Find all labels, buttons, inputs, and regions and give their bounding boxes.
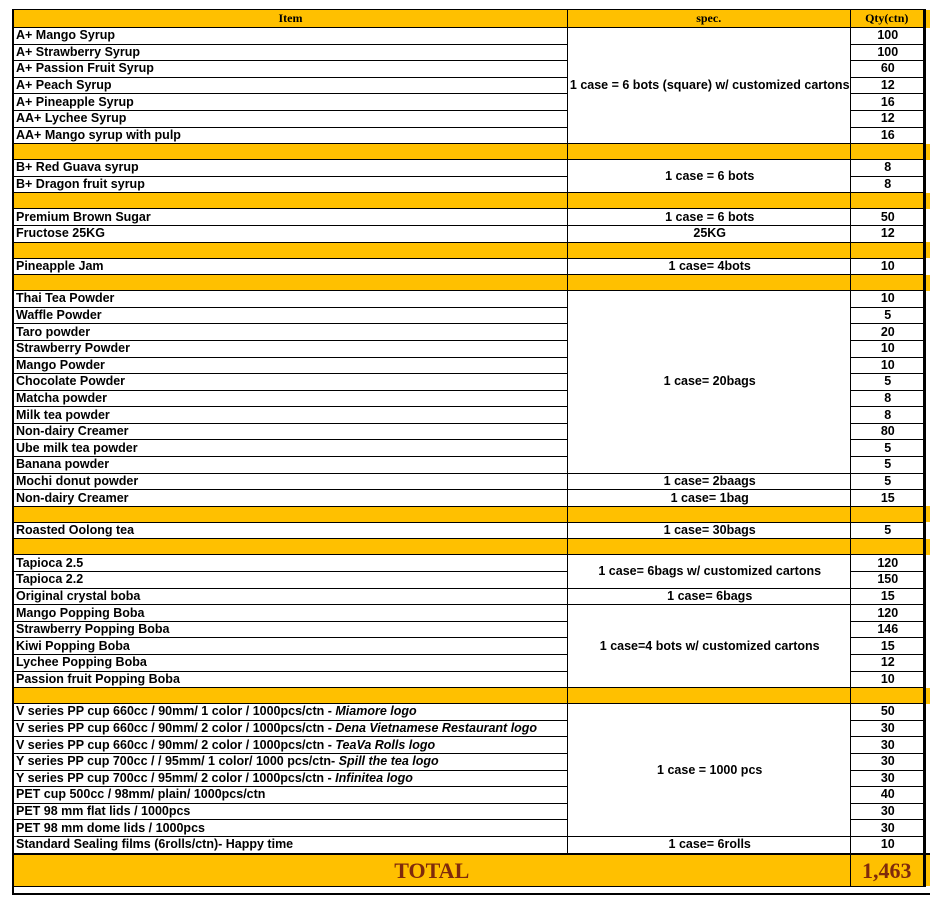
item-name: Standard Sealing films (6rolls/ctn)- Happy time [16,837,294,852]
group-separator-row [14,242,930,258]
sheet-right-edge [925,572,930,589]
item-name: Mango Powder [16,357,105,372]
table-row [14,258,930,275]
item-cell[interactable] [14,836,568,853]
group-separator-row [14,688,930,704]
qty-cell[interactable]: 30 [850,820,925,837]
item-cell[interactable] [14,638,568,655]
item-name: Matcha powder [16,390,107,405]
qty-cell[interactable]: 5 [850,457,925,474]
item-cell[interactable] [14,440,568,457]
qty-cell[interactable]: 80 [850,423,925,440]
qty-cell[interactable]: 12 [850,225,925,242]
separator-cell [14,193,568,209]
sheet-right-edge [925,340,930,357]
item-name: Ube milk tea powder [16,440,138,455]
sheet-right-edge [925,127,930,144]
sheet-right-edge [925,671,930,688]
sheet-right-edge [925,704,930,721]
group-separator-row [14,506,930,522]
separator-cell [850,144,925,160]
item-name: Tapioca 2.5 [16,555,84,570]
item-column-header[interactable]: Item [14,10,568,28]
group-separator-row [14,144,930,160]
item-cell[interactable] [14,555,568,572]
qty-cell[interactable]: 8 [850,390,925,407]
sheet-right-edge [925,820,930,837]
sheet-right-edge [925,854,930,887]
sheet-bottom-border [12,893,930,895]
qty-cell[interactable]: 5 [850,473,925,490]
item-name: Non-dairy Creamer [16,490,129,505]
item-cell[interactable] [14,160,568,177]
spec-cell[interactable]: 1 case= 4bots [567,258,850,275]
separator-cell [14,539,568,555]
sheet-right-edge [925,275,930,291]
sheet-right-edge [925,473,930,490]
qty-cell[interactable]: 5 [850,522,925,539]
separator-cell [850,506,925,522]
qty-cell[interactable]: 10 [850,340,925,357]
sheet-right-edge [925,688,930,704]
sheet-right-edge [925,803,930,820]
separator-cell [850,193,925,209]
separator-cell [850,688,925,704]
qty-cell[interactable]: 10 [850,357,925,374]
item-name: B+ Red Guava syrup [16,160,139,175]
sheet-right-edge [925,621,930,638]
item-cell[interactable] [14,423,568,440]
spec-cell[interactable]: 1 case= 2baags [567,473,850,490]
item-name: V series PP cup 660cc / 90mm/ 2 color / 1000pcs/ctn - [16,737,336,752]
item-cell[interactable] [14,225,568,242]
item-name: AA+ Mango syrup with pulp [16,127,181,142]
sheet-right-edge [925,44,930,61]
item-logo-name: Spill the tea logo [338,754,439,769]
sheet-right-edge [925,94,930,111]
separator-cell [567,275,850,291]
separator-cell [850,242,925,258]
sheet-right-edge [925,357,930,374]
qty-cell[interactable]: 5 [850,440,925,457]
order-sheet [13,9,930,887]
sheet-right-edge [925,539,930,555]
item-cell[interactable] [14,671,568,688]
item-cell[interactable] [14,324,568,341]
sheet-right-edge [925,655,930,672]
item-cell[interactable] [14,473,568,490]
item-cell[interactable] [14,753,568,770]
item-cell[interactable] [14,176,568,193]
item-name: V series PP cup 660cc / 90mm/ 2 color / 1000pcs/ctn - [16,721,336,736]
qty-cell[interactable]: 50 [850,704,925,721]
qty-cell[interactable]: 60 [850,61,925,78]
item-cell[interactable] [14,61,568,78]
qty-cell[interactable]: 15 [850,638,925,655]
group-separator-row [14,275,930,291]
qty-cell[interactable]: 8 [850,407,925,424]
item-cell[interactable] [14,490,568,507]
sheet-right-edge [925,490,930,507]
item-logo-name: Miamore logo [335,704,417,719]
item-logo-name: Infinitea logo [335,770,413,785]
item-cell[interactable] [14,127,568,144]
item-name: A+ Strawberry Syrup [16,44,141,59]
qty-cell[interactable]: 120 [850,555,925,572]
sheet-right-edge [925,160,930,177]
table-row [14,291,930,308]
sheet-right-edge [925,440,930,457]
table-row [14,704,930,721]
sheet-right-edge [925,144,930,160]
item-name: Milk tea powder [16,407,110,422]
item-cell[interactable] [14,770,568,787]
qty-cell[interactable]: 5 [850,374,925,391]
item-name: Roasted Oolong tea [16,523,135,538]
header-row [14,10,930,28]
item-name: Strawberry Popping Boba [16,622,170,637]
item-cell[interactable] [14,737,568,754]
sheet-right-edge [925,836,930,853]
sheet-right-edge [925,588,930,605]
item-cell[interactable] [14,588,568,605]
item-name: Y series PP cup 700cc / 95mm/ 2 color / 1000pcs/ctn - [16,770,336,785]
sheet-right-edge [925,291,930,308]
item-logo-name: Dena Vietnamese Restaurant logo [335,721,538,736]
item-name: Mango Popping Boba [16,605,145,620]
item-cell[interactable] [14,407,568,424]
qty-cell[interactable]: 12 [850,77,925,94]
sheet-right-edge [925,307,930,324]
table-row [14,473,930,490]
qty-cell[interactable]: 10 [850,836,925,853]
table-row [14,209,930,226]
table-row [14,836,930,853]
qty-cell[interactable]: 100 [850,44,925,61]
item-logo-name: TeaVa Rolls logo [335,737,436,752]
qty-column-header[interactable]: Qty(ctn) [850,10,925,28]
sheet-right-edge [925,77,930,94]
sheet-right-edge [925,390,930,407]
sheet-right-edge [925,258,930,275]
spec-cell[interactable]: 1 case= 30bags [567,522,850,539]
qty-cell[interactable]: 30 [850,803,925,820]
item-cell[interactable] [14,655,568,672]
item-name: A+ Peach Syrup [16,78,112,93]
sheet-right-edge [925,522,930,539]
spec-cell[interactable]: 1 case= 20bags [567,291,850,474]
item-cell[interactable] [14,110,568,127]
item-cell[interactable] [14,94,568,111]
item-cell[interactable] [14,787,568,804]
item-name: PET 98 mm flat lids / 1000pcs [16,804,191,819]
total-value[interactable]: 1,463 [850,854,925,887]
table-row [14,490,930,507]
item-name: Original crystal boba [16,588,141,603]
item-name: A+ Pineapple Syrup [16,94,134,109]
item-name: A+ Mango Syrup [16,28,115,43]
sheet-right-edge [925,225,930,242]
table-row [14,28,930,45]
qty-cell[interactable]: 120 [850,605,925,622]
item-cell[interactable] [14,522,568,539]
total-row [14,854,930,887]
spec-cell[interactable]: 1 case= 6bags w/ customized cartons [567,555,850,588]
table-row [14,588,930,605]
spec-cell[interactable]: 1 case= 6bags [567,588,850,605]
sheet-right-edge [925,324,930,341]
qty-cell[interactable]: 30 [850,753,925,770]
item-cell[interactable] [14,820,568,837]
item-cell[interactable] [14,340,568,357]
qty-cell[interactable]: 10 [850,258,925,275]
sheet-right-edge [925,110,930,127]
item-cell[interactable] [14,572,568,589]
qty-cell[interactable]: 12 [850,110,925,127]
spec-cell[interactable]: 1 case = 6 bots [567,209,850,226]
qty-cell[interactable]: 40 [850,787,925,804]
table-row [14,555,930,572]
item-cell[interactable] [14,307,568,324]
spec-cell[interactable]: 1 case= 6rolls [567,836,850,853]
item-cell[interactable] [14,291,568,308]
item-name: A+ Passion Fruit Syrup [16,61,154,76]
separator-cell [567,539,850,555]
item-name: AA+ Lychee Syrup [16,111,127,126]
item-name: Passion fruit Popping Boba [16,671,180,686]
spec-cell[interactable]: 1 case = 6 bots (square) w/ customized cartons [567,28,850,144]
qty-cell[interactable]: 15 [850,490,925,507]
item-name: Strawberry Powder [16,341,130,356]
qty-cell[interactable]: 10 [850,291,925,308]
sheet-right-edge [925,753,930,770]
separator-cell [14,506,568,522]
sheet-right-edge [925,605,930,622]
sheet-right-edge [925,193,930,209]
qty-cell[interactable]: 12 [850,655,925,672]
sheet-right-edge [925,61,930,78]
group-separator-row [14,193,930,209]
item-cell[interactable] [14,605,568,622]
qty-cell[interactable]: 15 [850,588,925,605]
sheet-right-edge [925,176,930,193]
spec-cell[interactable]: 25KG [567,225,850,242]
group-separator-row [14,539,930,555]
separator-cell [567,242,850,258]
sheet-right-edge [925,720,930,737]
item-cell[interactable] [14,457,568,474]
qty-cell[interactable]: 50 [850,209,925,226]
item-name: Non-dairy Creamer [16,424,129,439]
table-row [14,605,930,622]
sheet-right-edge [925,770,930,787]
sheet-right-edge [925,638,930,655]
item-cell[interactable] [14,621,568,638]
item-cell[interactable] [14,44,568,61]
item-name: Chocolate Powder [16,374,126,389]
spec-cell[interactable]: 1 case = 6 bots [567,160,850,193]
item-name: Mochi donut powder [16,473,139,488]
item-name: PET cup 500cc / 98mm/ plain/ 1000pcs/ctn [16,787,266,802]
sheet-right-edge [925,10,930,28]
item-cell[interactable] [14,357,568,374]
item-name: Taro powder [16,324,91,339]
qty-cell[interactable]: 5 [850,307,925,324]
sheet-right-edge [925,209,930,226]
item-cell[interactable] [14,390,568,407]
table-row [14,522,930,539]
qty-cell[interactable]: 16 [850,94,925,111]
qty-cell[interactable]: 16 [850,127,925,144]
item-name: Waffle Powder [16,308,102,323]
item-name: Thai Tea Powder [16,291,115,306]
separator-cell [14,242,568,258]
sheet-right-edge [925,242,930,258]
table-row [14,225,930,242]
table-row [14,160,930,177]
item-name: Banana powder [16,457,110,472]
spec-cell[interactable]: 1 case= 1bag [567,490,850,507]
item-name: Lychee Popping Boba [16,655,147,670]
sheet-right-edge [925,555,930,572]
qty-cell[interactable]: 146 [850,621,925,638]
item-cell[interactable] [14,374,568,391]
spec-cell[interactable]: 1 case = 1000 pcs [567,704,850,837]
item-name: Pineapple Jam [16,258,104,273]
qty-cell[interactable]: 30 [850,770,925,787]
spec-column-header[interactable]: spec. [567,10,850,28]
item-name: Fructose 25KG [16,226,105,241]
separator-cell [14,144,568,160]
separator-cell [567,688,850,704]
sheet-right-edge [925,737,930,754]
item-name: V series PP cup 660cc / 90mm/ 1 color / 1000pcs/ctn - [16,704,336,719]
qty-cell[interactable]: 30 [850,720,925,737]
sheet-right-edge [925,787,930,804]
item-cell[interactable] [14,704,568,721]
sheet-right-edge [925,374,930,391]
separator-cell [14,688,568,704]
sheet-right-edge [925,28,930,45]
separator-cell [850,539,925,555]
item-cell[interactable] [14,720,568,737]
item-cell[interactable] [14,77,568,94]
separator-cell [14,275,568,291]
separator-cell [567,144,850,160]
separator-cell [567,193,850,209]
spec-cell[interactable]: 1 case=4 bots w/ customized cartons [567,605,850,688]
qty-cell[interactable]: 150 [850,572,925,589]
total-label: TOTAL [14,854,851,887]
item-cell[interactable] [14,209,568,226]
item-cell[interactable] [14,803,568,820]
sheet-right-edge [925,407,930,424]
item-name: PET 98 mm dome lids / 1000pcs [16,820,205,835]
qty-cell[interactable]: 20 [850,324,925,341]
qty-cell[interactable]: 8 [850,160,925,177]
separator-cell [850,275,925,291]
item-cell[interactable] [14,258,568,275]
sheet-right-edge [925,423,930,440]
separator-cell [567,506,850,522]
order-table [13,9,930,887]
qty-cell[interactable]: 30 [850,737,925,754]
sheet-right-edge [925,457,930,474]
qty-cell[interactable]: 10 [850,671,925,688]
item-cell[interactable] [14,28,568,45]
item-name: B+ Dragon fruit syrup [16,177,145,192]
item-name: Tapioca 2.2 [16,572,84,587]
qty-cell[interactable]: 8 [850,176,925,193]
sheet-right-edge [925,506,930,522]
item-name: Kiwi Popping Boba [16,638,130,653]
item-name: Premium Brown Sugar [16,209,151,224]
qty-cell[interactable]: 100 [850,28,925,45]
item-name: Y series PP cup 700cc / / 95mm/ 1 color/ 1000 pcs/ctn- [16,754,339,769]
